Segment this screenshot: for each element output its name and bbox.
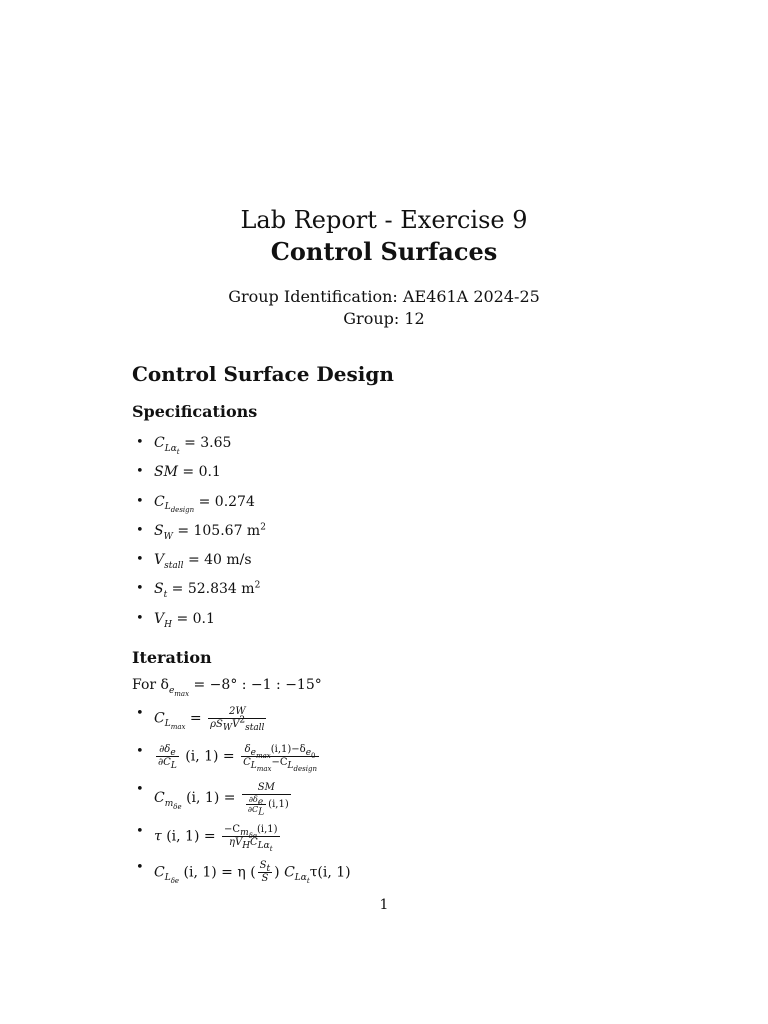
bullet: • <box>136 824 144 839</box>
bullet: • <box>136 860 144 875</box>
group-number: Group: 12 <box>343 309 425 328</box>
page-number: 1 <box>379 897 389 913</box>
formula-d-delta-e-d-cl: • $\frac{\partial\delta_e}{\partial C_L}$ (i, 1) = $\frac{\delta_{e_{max}}(i,1)-\delta_{e_0}}{C_{L_{max}}-C_{L_{design}}}$ <box>136 744 317 773</box>
bullet: • <box>136 493 144 509</box>
spec-item: • $V_H = 0.1$ <box>132 608 266 637</box>
formula-cl-delta-e: • $C_{L_{\delta e}}$ (i, 1) = η ( $\frac{S_t}{S}$ ) $C_{L\alpha_t}\tau(i$, 1) <box>136 860 351 886</box>
fraction: $\frac{\partial\delta_e}{\partial C_L}$ <box>158 744 177 771</box>
nested-fraction: $\frac{\partial\delta_e}{\partial C_L}$ <box>247 795 265 818</box>
formula-cl-max: • $C_{L_{max}}$ = $\frac{2W}{\rho S_WV^2_{stall}}$ <box>136 706 265 733</box>
report-subtitle: Control Surfaces <box>270 237 498 266</box>
group-identification: Group Identification: AE461A 2024-25 <box>228 287 540 306</box>
iteration-heading: Iteration <box>132 648 212 667</box>
report-title: Lab Report - Exercise 9 <box>240 206 528 234</box>
bullet: • <box>136 706 144 721</box>
spec-item: • $V_{stall} = 40$ m/s <box>132 549 266 578</box>
title-block <box>0 204 768 268</box>
spec-item: • $C_{L\alpha_t} = 3.65$ <box>132 432 266 461</box>
bullet: • <box>136 581 144 597</box>
spec-item: • $S_t = 52.834$ $m^2$ <box>132 578 266 607</box>
bullet: • <box>136 610 144 626</box>
spec-item: • $C_{L_{design}} = 0.274$ <box>132 491 266 520</box>
fraction: $\frac{S_t}{S}$ <box>259 860 271 884</box>
bullet: • <box>136 552 144 568</box>
fraction: $\frac{\delta_{e_{max}}(i,1)-\delta_{e_0}}{C_{L_{max}}-C_{L_{design}}}$ <box>243 744 317 773</box>
spec-item: • SM = 0.1 <box>132 461 266 490</box>
fraction: $\frac{-C_{m_{\delta e}}(i,1)}{\eta V_HC_{L\alpha_t}}$ <box>224 824 278 853</box>
bullet: • <box>136 744 144 759</box>
bullet: • <box>136 464 144 480</box>
iteration-intro: For $\delta_{e_{max}} = -8^\circ$ : −1 : −15° <box>132 677 322 698</box>
fraction: SM $\frac{\partial\delta_e}{\partial C_L}$ (i,1) <box>242 782 291 814</box>
iteration-formulas <box>132 706 351 884</box>
formula-tau: • τ (i, 1) = $\frac{-C_{m_{\delta e}}(i,1)}{\eta V_HC_{L\alpha_t}}$ <box>136 824 278 853</box>
bullet: • <box>136 522 144 538</box>
section-title: Control Surface Design <box>132 362 394 386</box>
fraction: $\frac{2W}{\rho S_WV^2_{stall}}$ <box>210 706 265 733</box>
group-info <box>0 286 768 330</box>
bullet: • <box>136 435 144 450</box>
formula-cm-delta-e: • $C_{m_{\delta e}}$ (i, 1) = SM $\frac{\partial\delta_e}{\partial C_L}$ (i,1) <box>136 782 289 818</box>
specifications-list <box>132 432 266 637</box>
specifications-heading: Specifications <box>132 402 258 421</box>
bullet: • <box>136 782 144 797</box>
spec-item: • $S_W = 105.67$ $m^2$ <box>132 520 266 549</box>
